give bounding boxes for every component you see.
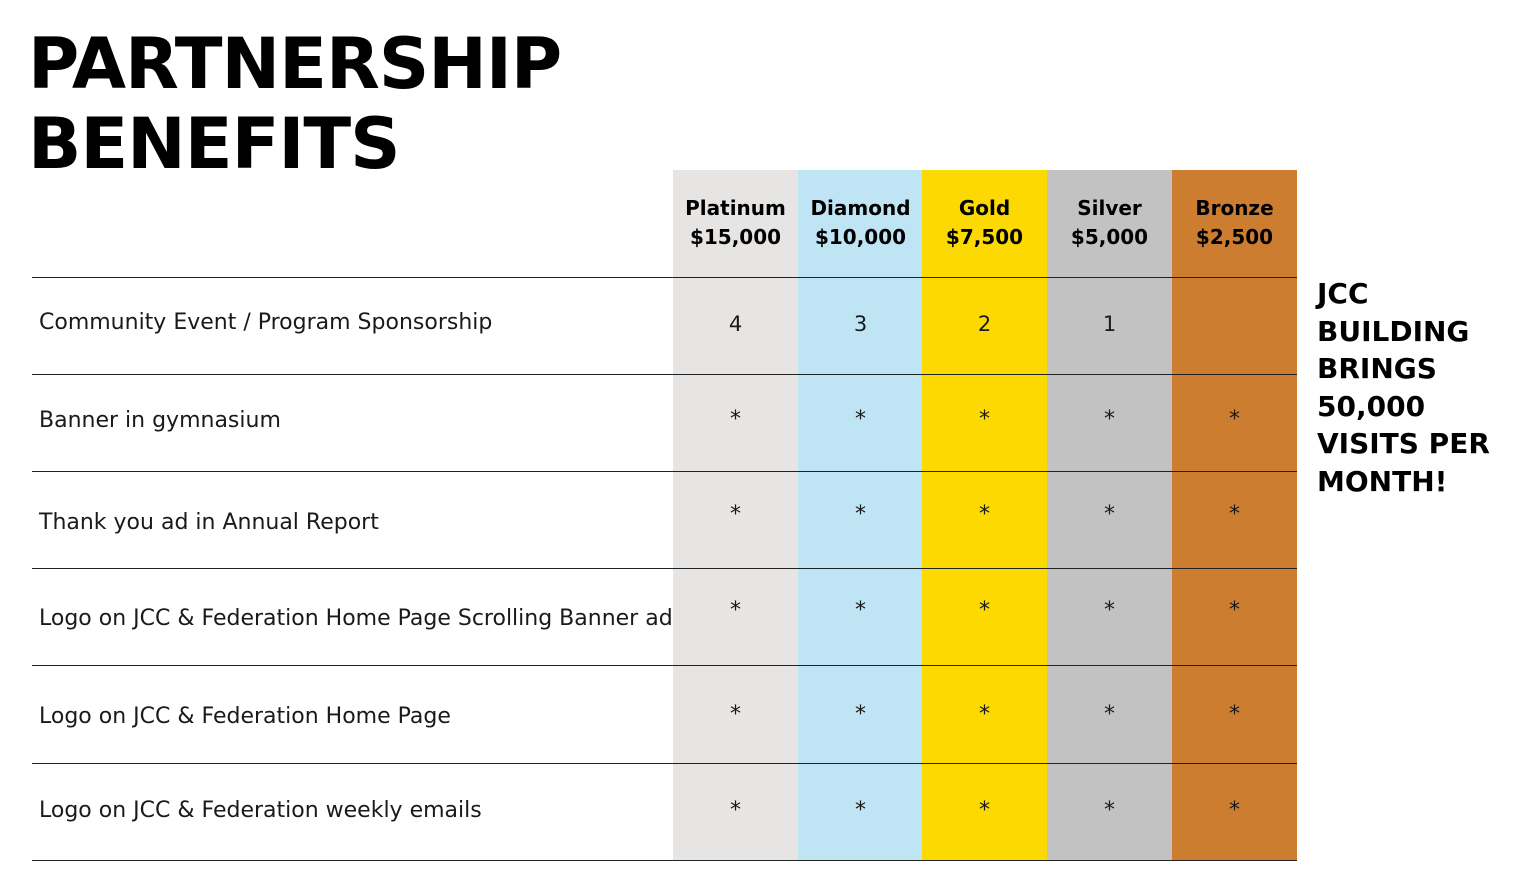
callout-line: JCC xyxy=(1317,277,1369,310)
benefit-value-gold: * xyxy=(979,502,990,527)
page-title xyxy=(28,24,561,184)
table-row xyxy=(32,666,1297,763)
benefit-label: Logo on JCC & Federation weekly emails xyxy=(39,798,482,823)
tier-header-bronze xyxy=(1172,194,1297,252)
title-line-2: BENEFITS xyxy=(28,103,400,185)
title-line-1: PARTNERSHIP xyxy=(28,23,562,105)
benefit-label: Logo on JCC & Federation Home Page xyxy=(39,704,451,729)
benefit-label: Thank you ad in Annual Report xyxy=(39,510,379,535)
tier-header-diamond xyxy=(798,194,923,252)
benefit-value-silver: * xyxy=(1104,598,1115,623)
benefit-value-diamond: * xyxy=(855,798,866,823)
benefit-value-platinum: * xyxy=(730,407,741,432)
tier-price: $7,500 xyxy=(945,225,1024,249)
callout-line: MONTH! xyxy=(1317,464,1448,498)
benefit-label: Banner in gymnasium xyxy=(39,408,281,433)
tier-price: $10,000 xyxy=(814,225,907,249)
table-row xyxy=(32,472,1297,569)
table-row xyxy=(32,569,1297,666)
benefit-label: Logo on JCC & Federation Home Page Scrolling Banner ad xyxy=(39,606,673,631)
benefit-value-platinum: * xyxy=(730,502,741,527)
benefit-value-diamond: * xyxy=(855,702,866,727)
benefit-value-gold: * xyxy=(979,702,990,727)
benefit-value-silver: * xyxy=(1104,407,1115,432)
callout-line: 50,000 xyxy=(1317,389,1426,423)
benefit-value-silver: * xyxy=(1104,798,1115,823)
callout-line: VISITS PER xyxy=(1317,427,1490,460)
tier-name: Silver xyxy=(1077,196,1142,220)
tier-header-platinum xyxy=(673,194,798,252)
tier-header-gold xyxy=(922,194,1047,252)
benefit-value-platinum: * xyxy=(730,702,741,727)
tier-name: Platinum xyxy=(685,196,786,220)
table-row xyxy=(32,764,1297,861)
benefit-value-diamond: * xyxy=(855,598,866,623)
tier-name: Gold xyxy=(958,196,1011,220)
tier-name: Bronze xyxy=(1195,196,1274,220)
benefit-value-gold: * xyxy=(979,798,990,823)
callout-line: BUILDING xyxy=(1317,314,1470,348)
benefit-value-silver: * xyxy=(1104,502,1115,527)
benefit-value-diamond: * xyxy=(855,502,866,527)
benefit-value-platinum: 4 xyxy=(728,312,743,336)
benefit-value-bronze: * xyxy=(1229,798,1240,823)
benefit-value-diamond: * xyxy=(855,407,866,432)
table-row xyxy=(32,375,1297,472)
benefit-value-gold: * xyxy=(979,407,990,432)
tier-header-silver xyxy=(1047,194,1172,252)
benefit-value-bronze: * xyxy=(1229,502,1240,527)
benefit-value-silver: 1 xyxy=(1102,312,1117,336)
tier-name: Diamond xyxy=(810,196,911,220)
tier-price: $15,000 xyxy=(689,225,782,249)
benefit-value-gold: * xyxy=(979,598,990,623)
benefit-value-diamond: 3 xyxy=(853,312,868,336)
benefit-value-silver: * xyxy=(1104,702,1115,727)
benefit-value-bronze: * xyxy=(1229,702,1240,727)
benefit-value-platinum: * xyxy=(730,798,741,823)
benefit-value-gold: 2 xyxy=(977,312,992,336)
callout-line: BRINGS xyxy=(1317,352,1437,385)
benefit-value-platinum: * xyxy=(730,598,741,623)
table-row xyxy=(32,278,1297,375)
tier-price: $2,500 xyxy=(1195,225,1274,249)
visits-callout xyxy=(1317,275,1517,500)
benefit-value-bronze: * xyxy=(1229,407,1240,432)
benefit-label: Community Event / Program Sponsorship xyxy=(39,310,493,335)
benefit-value-bronze: * xyxy=(1229,598,1240,623)
tier-price: $5,000 xyxy=(1070,225,1149,249)
